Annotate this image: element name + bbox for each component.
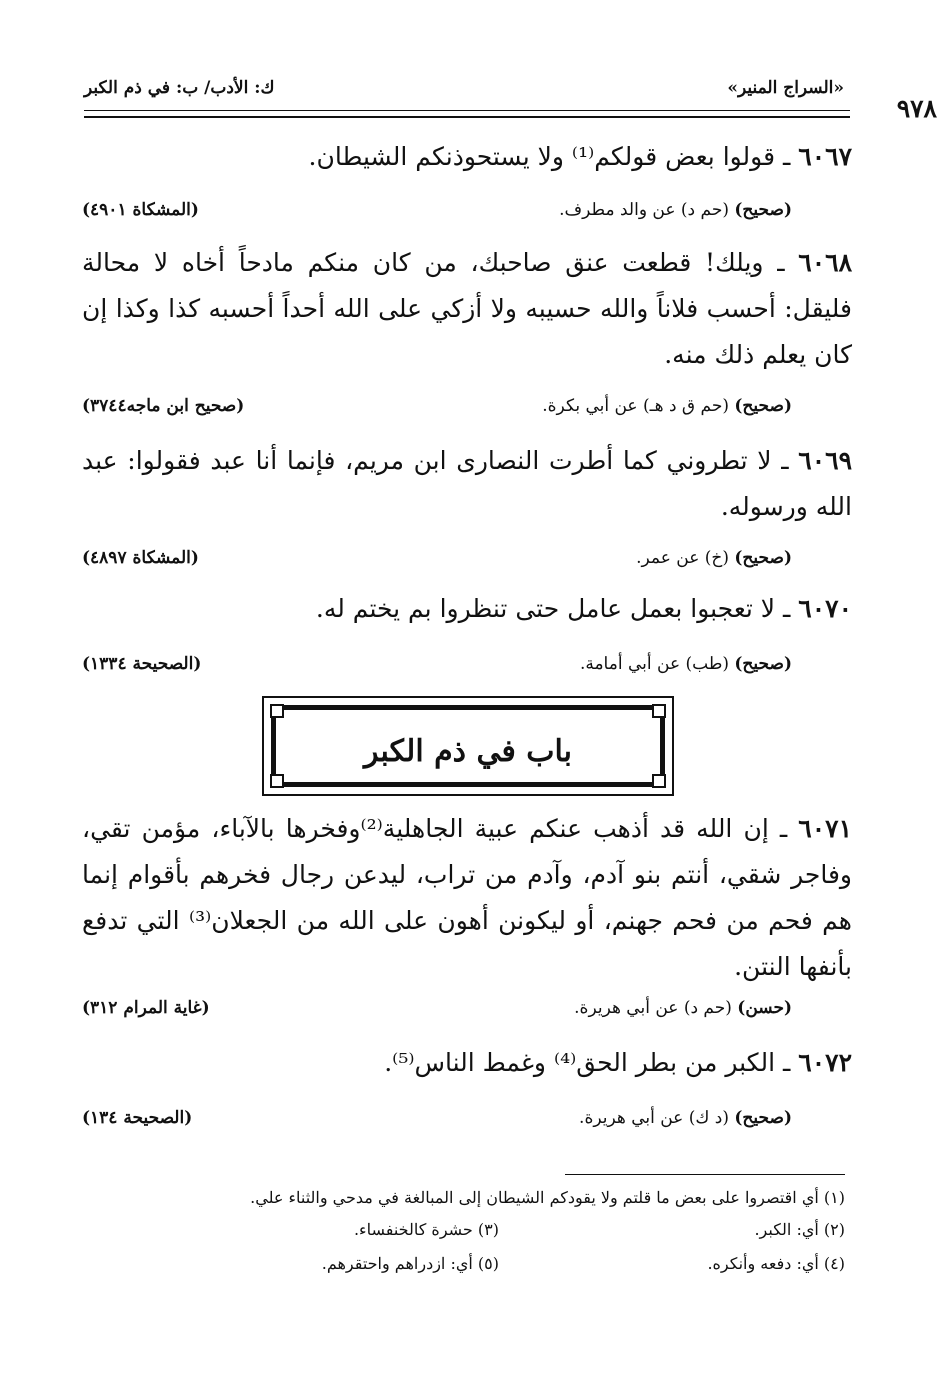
footnote-text: أي اقتصروا على بعض ما قلتم ولا يقودكم الشيطان إلى المبالغة في مدحي والثناء علي. (250, 1188, 819, 1207)
footnote-marker: (٣) (477, 1220, 499, 1239)
frame-corner-ornament (652, 774, 666, 788)
hadith-reference: (غاية المرام ٣١٢) (82, 998, 210, 1018)
hadith-6068: ٦٠٦٨ ـ ويلك! قطعت عنق صاحبك، من كان منكم مادحاً أخاه لا محالة فليقل: أحسب فلاناً والله حسيبه ولا أزكي على الله أحداً أحسبه كذا وكذا إن كان يعلم ذلك منه. (82, 248, 852, 369)
hadith-narrator: (حم د) عن والد مطرف. (559, 200, 729, 220)
hadith-reference: (الصحيحة ١٣٣٤) (82, 654, 202, 674)
footnote-2 (754, 1220, 845, 1239)
frame-corner-ornament (270, 774, 284, 788)
hadith-text: قولوا بعض قولكم⁽¹⁾ ولا يستحوذنكم الشيطان. (308, 142, 776, 171)
hadith-text: لا تطروني كما أطرت النصارى ابن مريم، فإنما أنا عبد فقولوا: عبد الله ورسوله. (82, 446, 852, 521)
hadith-source (82, 200, 792, 230)
page-number: ٩٧٨ (896, 94, 937, 123)
hadith-source (82, 654, 792, 684)
hadith-grade: (صحيح) (734, 1108, 792, 1128)
footnote-text: حشرة كالخنفساء. (353, 1220, 473, 1239)
hadith-source (82, 396, 792, 426)
hadith-6070: ٦٠٧٠ ـ لا تعجبوا بعمل عامل حتى تنظروا بم يختم له. (315, 594, 852, 623)
footnote-text: أي: دفعه وأنكره. (707, 1254, 819, 1273)
footnote-text: أي: الكبر. (754, 1220, 819, 1239)
hadith-grade: (حسن) (737, 998, 792, 1018)
hadith-text: ويلك! قطعت عنق صاحبك، من كان منكم مادحاً أخاه لا محالة فليقل: أحسب فلاناً والله حسيبه ولا أزكي على الله أحداً أحسبه كذا وكذا إن كان يعلم ذلك منه. (82, 248, 852, 369)
hadith-reference: (الصحيحة ١٣٤) (82, 1108, 193, 1128)
hadith-source (82, 1108, 792, 1138)
hadith-6072: ٦٠٧٢ ـ الكبر من بطر الحق⁽⁴⁾ وغمط الناس⁽⁵⁾. (384, 1048, 852, 1077)
footnote-1 (250, 1188, 845, 1207)
hadith-6067: ٦٠٦٧ ـ قولوا بعض قولكم⁽¹⁾ ولا يستحوذنكم الشيطان. (308, 142, 852, 171)
hadith-grade: (صحيح) (734, 654, 792, 674)
chapter-heading-inner-border (271, 705, 665, 787)
frame-corner-ornament (270, 704, 284, 718)
running-header (84, 78, 844, 108)
hadith-reference: (المشكاة ٤٩٠١) (82, 200, 199, 220)
hadith-6069: ٦٠٦٩ ـ لا تطروني كما أطرت النصارى ابن مريم، فإنما أنا عبد فقولوا: عبد الله ورسوله. (82, 446, 852, 521)
hadith-number: ٦٠٦٧ (798, 142, 852, 171)
hadith-number: ٦٠٦٨ (798, 248, 852, 277)
hadith-grade: (صحيح) (734, 548, 792, 568)
footnote-marker: (٢) (823, 1220, 845, 1239)
hadith-source (82, 548, 792, 578)
hadith-6071: ٦٠٧١ ـ إن الله قد أذهب عنكم عبية الجاهلية⁽²⁾وفخرها بالآباء، مؤمن تقي، وفاجر شقي، أنتم بنو آدم، وآدم من تراب، ليدعن رجال فخرهم بأقوام إنما هم فحم من فحم جهنم، أو ليكونن أهون على الله من الجعلان⁽³⁾ التي تدفع بأنفها النتن. (82, 814, 852, 981)
footnote-5 (322, 1254, 499, 1273)
chapter-heading-frame (262, 696, 674, 796)
frame-corner-ornament (652, 704, 666, 718)
hadith-narrator: (حم ق د هـ) عن أبي بكرة. (542, 396, 729, 416)
footnote-marker: (٤) (823, 1254, 845, 1273)
hadith-source (82, 998, 792, 1028)
header-rule-thin (84, 110, 850, 111)
hadith-number: ٦٠٧٠ (798, 594, 852, 623)
section-title: ك: الأدب/ ب: في ذم الكبر (84, 78, 275, 98)
footnote-marker: (٥) (477, 1254, 499, 1273)
footnote-3 (354, 1220, 499, 1239)
chapter-title: باب في ذم الكبر (364, 734, 572, 769)
footnote-marker: (١) (823, 1188, 845, 1207)
hadith-grade: (صحيح) (734, 200, 792, 220)
hadith-number: ٦٠٧١ (798, 814, 852, 843)
hadith-number: ٦٠٧٢ (798, 1048, 852, 1077)
hadith-narrator: (د ك) عن أبي هريرة. (579, 1108, 729, 1128)
hadith-text: إن الله قد أذهب عنكم عبية الجاهلية⁽²⁾وفخرها بالآباء، مؤمن تقي، وفاجر شقي، أنتم بنو آدم، وآدم من تراب، ليدعن رجال فخرهم بأقوام إنما هم فحم من فحم جهنم، أو ليكونن أهون على الله من الجعلان⁽³⁾ التي تدفع بأنفها النتن. (82, 814, 852, 981)
book-title: «السراج المنير» (727, 78, 844, 98)
hadith-text: لا تعجبوا بعمل عامل حتى تنظروا بم يختم له. (315, 594, 776, 623)
hadith-number: ٦٠٦٩ (798, 446, 852, 475)
footnote-text: أي: ازدراهم واحتقرهم. (321, 1254, 473, 1273)
hadith-reference: (صحيح ابن ماجه٣٧٤٤) (82, 396, 245, 416)
header-rule-thick (84, 116, 850, 118)
hadith-reference: (المشكاة ٤٨٩٧) (82, 548, 199, 568)
hadith-grade: (صحيح) (734, 396, 792, 416)
footnote-4 (707, 1254, 845, 1273)
hadith-narrator: (خ) عن عمر. (636, 548, 729, 568)
hadith-narrator: (طب) عن أبي أمامة. (579, 654, 729, 674)
hadith-text: الكبر من بطر الحق⁽⁴⁾ وغمط الناس⁽⁵⁾. (384, 1048, 776, 1077)
hadith-narrator: (حم د) عن أبي هريرة. (574, 998, 732, 1018)
footnote-separator (565, 1174, 845, 1175)
